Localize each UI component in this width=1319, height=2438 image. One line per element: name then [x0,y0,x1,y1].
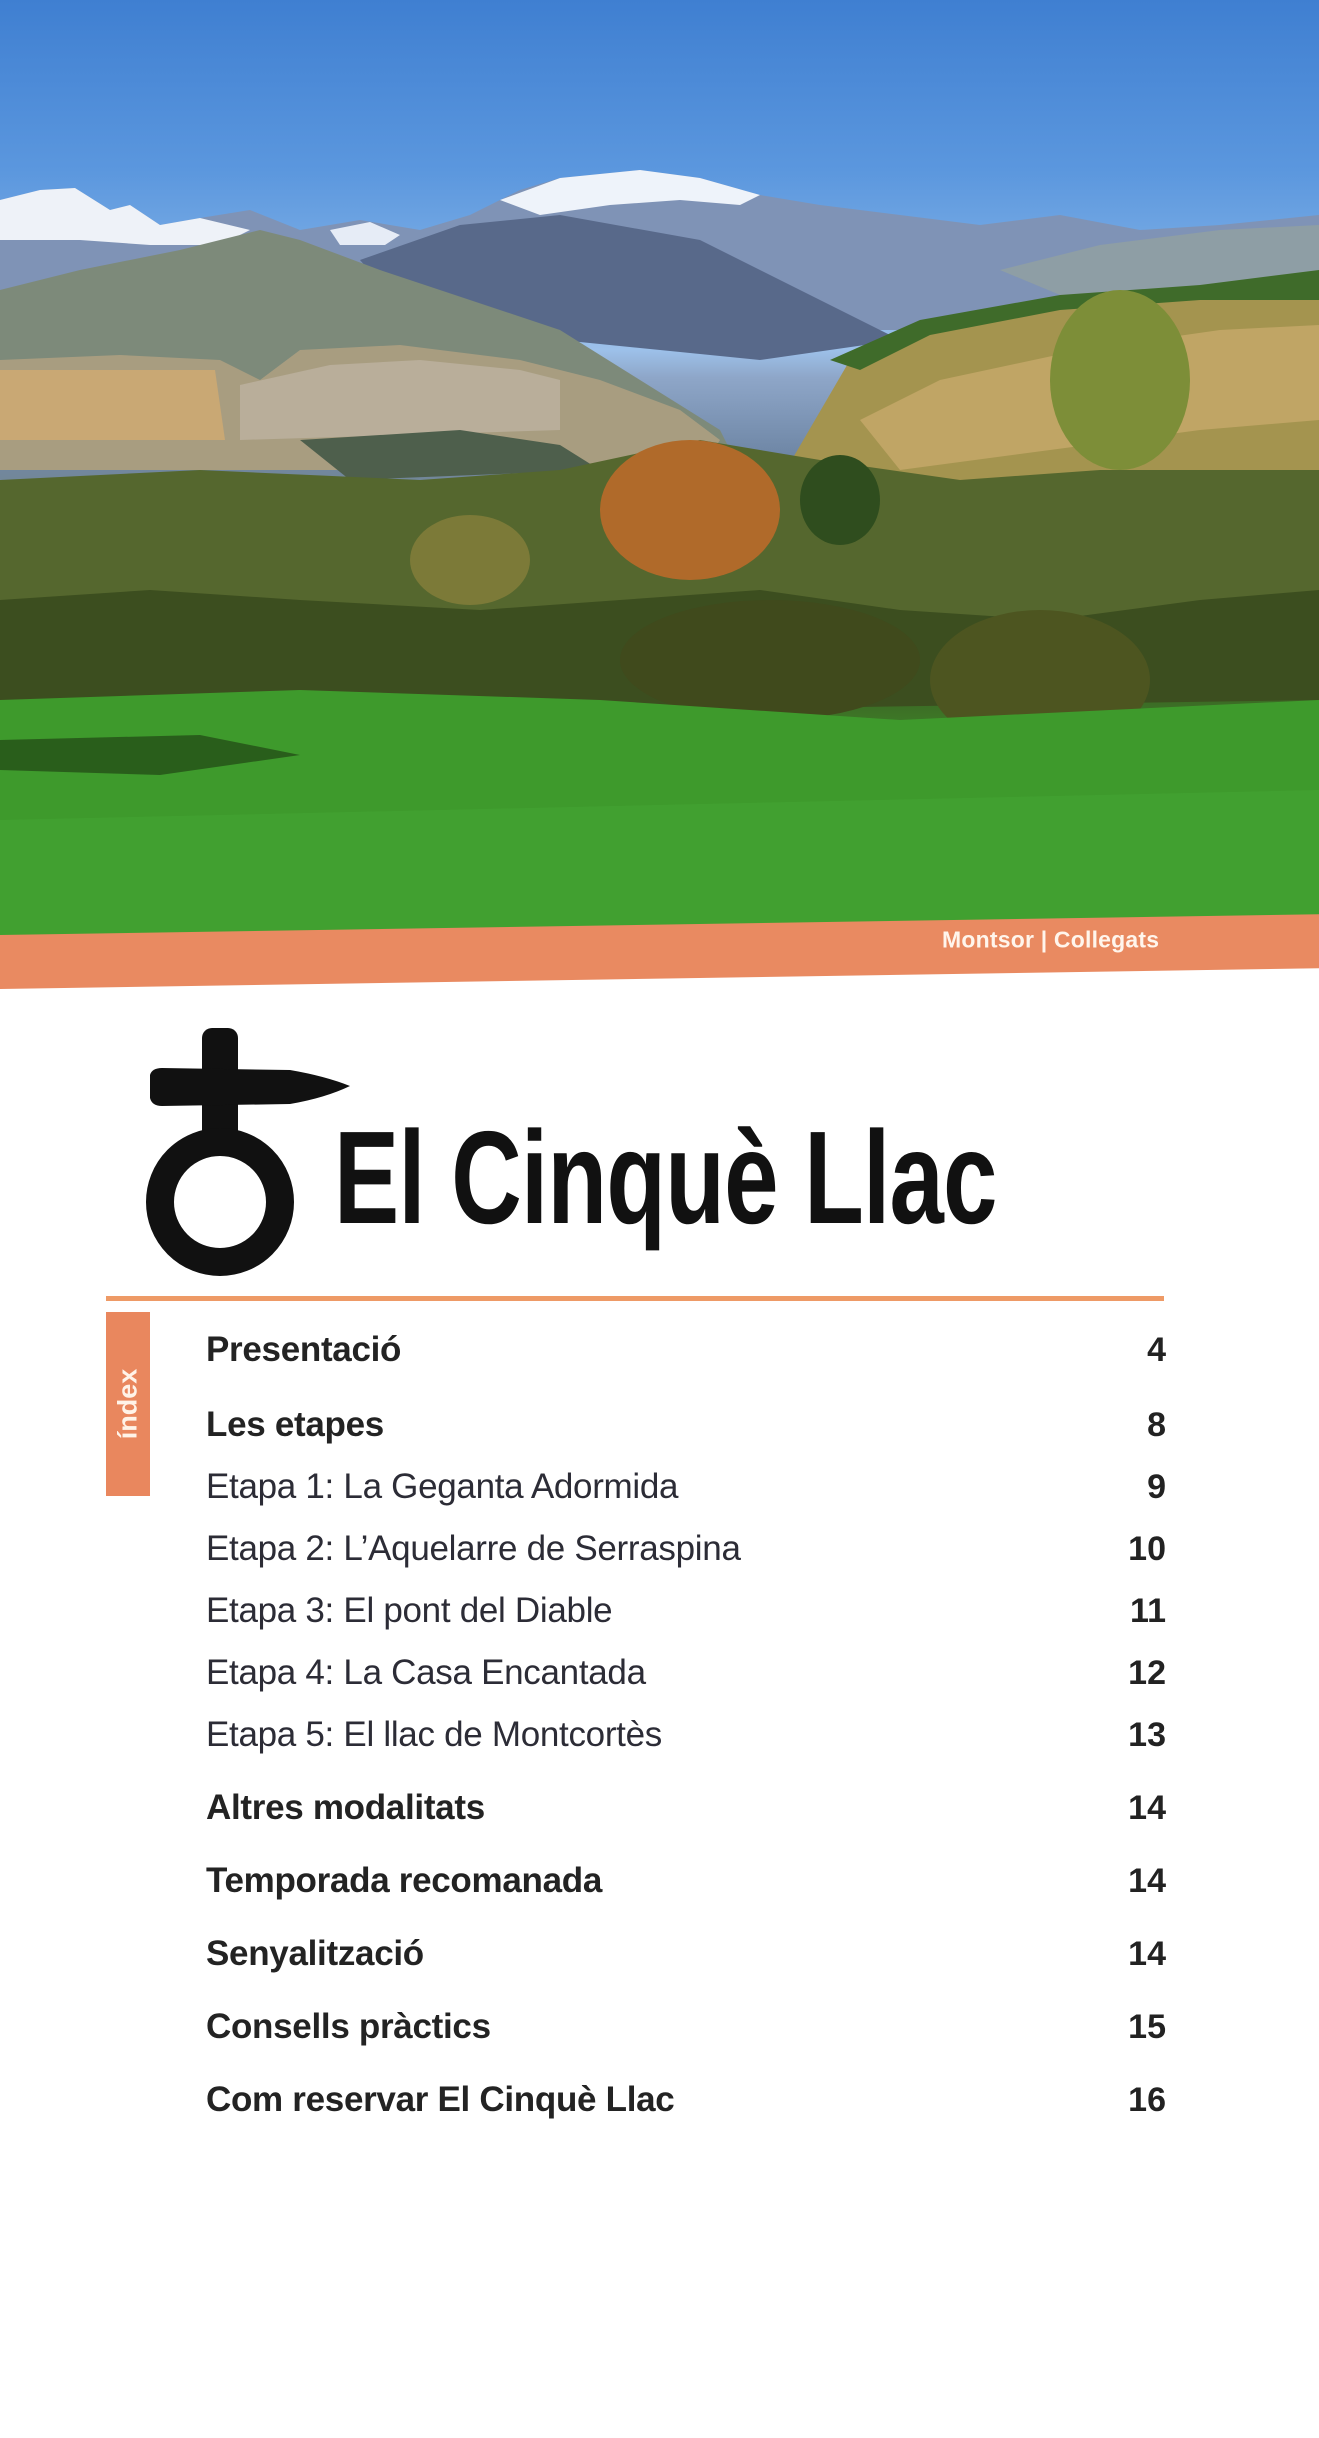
toc-entry-page: 11 [1130,1592,1166,1630]
toc-entry[interactable] [206,1788,1166,1838]
toc-entry[interactable] [206,1715,1166,1765]
toc-entry-label: Etapa 1: La Geganta Adormida [206,1467,679,1506]
toc-entry[interactable] [206,1934,1166,1984]
toc-entry[interactable] [206,1330,1166,1380]
toc-entry[interactable] [206,1405,1166,1455]
index-tab [106,1312,150,1496]
toc-entry-page: 10 [1128,1530,1166,1568]
toc-entry-page: 14 [1128,1789,1166,1827]
toc-entry[interactable] [206,1653,1166,1703]
el-cinque-llac-symbol-icon [140,1020,360,1280]
toc-entry-page: 8 [1147,1406,1166,1444]
landscape-illustration [0,0,1319,945]
toc-entry-label: Temporada recomanada [206,1861,602,1900]
toc-entry-label: Etapa 2: L’Aquelarre de Serraspina [206,1529,741,1568]
toc-entry[interactable] [206,1591,1166,1641]
hero-photo [0,0,1319,945]
toc-entry[interactable] [206,1861,1166,1911]
location-caption: Montsor | Collegats [941,926,1159,953]
toc-entry-page: 15 [1128,2008,1166,2046]
toc-entry[interactable] [206,1467,1166,1517]
page-title: El Cinquè Llac [334,1104,997,1251]
toc-entry-label: Presentació [206,1330,402,1369]
toc-entry-page: 9 [1147,1468,1166,1506]
toc-entry-page: 14 [1128,1935,1166,1973]
toc-entry-label: Altres modalitats [206,1788,485,1827]
toc-entry-label: Les etapes [206,1405,384,1444]
toc-entry-page: 16 [1128,2081,1166,2119]
toc-entry[interactable] [206,2080,1166,2130]
toc-entry[interactable] [206,1529,1166,1579]
toc-entry-page: 12 [1128,1654,1166,1692]
toc-entry-label: Consells pràctics [206,2007,491,2046]
toc-entry-label: Com reservar El Cinquè Llac [206,2080,675,2119]
toc-entry[interactable] [206,2007,1166,2057]
toc-entry-page: 14 [1128,1862,1166,1900]
toc-entry-label: Etapa 4: La Casa Encantada [206,1653,646,1692]
title-divider [106,1296,1164,1301]
toc-entry-label: Senyalització [206,1934,424,1973]
toc-entry-page: 13 [1128,1716,1166,1754]
index-tab-label: índex [112,1368,143,1440]
toc-entry-label: Etapa 5: El llac de Montcortès [206,1715,662,1754]
toc-entry-page: 4 [1147,1331,1166,1369]
toc-entry-label: Etapa 3: El pont del Diable [206,1591,613,1630]
